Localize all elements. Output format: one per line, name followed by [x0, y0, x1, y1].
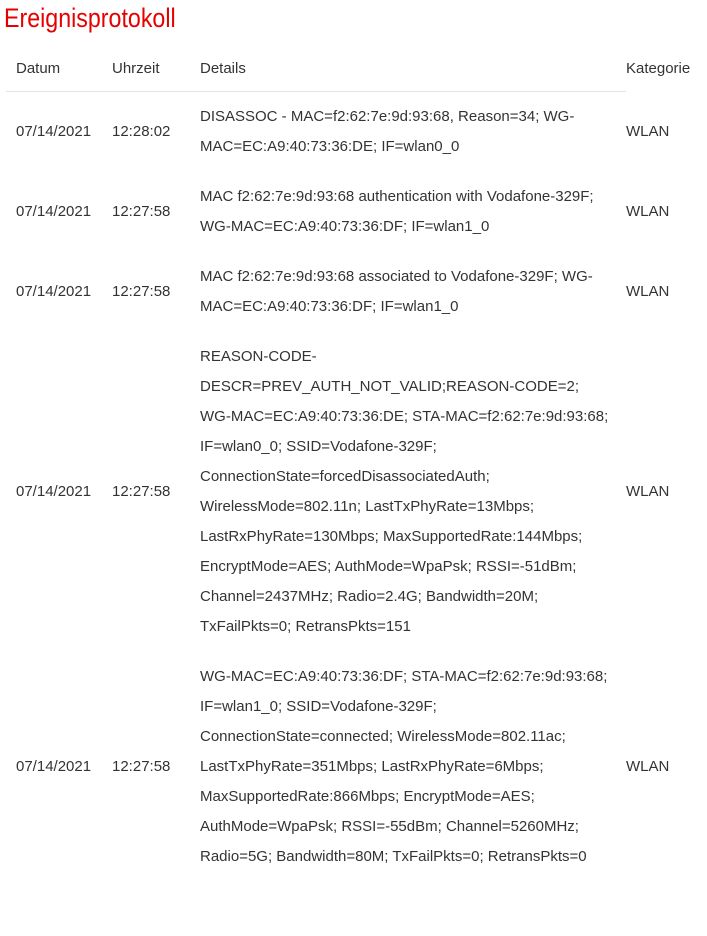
cell-date: 07/14/2021	[16, 283, 92, 300]
table-row	[6, 332, 696, 652]
cell-time: 12:27:58	[112, 203, 171, 220]
cell-date: 07/14/2021	[16, 123, 92, 140]
cell-time: 12:27:58	[112, 758, 171, 775]
cell-category: WLAN	[626, 483, 670, 500]
cell-details: WG-MAC=EC:A9:40:73:36:DF; STA-MAC=f2:62:7e:9d:93:68; IF=wlan1_0; SSID=Vodafone-329F; ConnectionState=connected; WirelessMode=802.11ac; LastTxPhyRate=351Mbps; LastRxPhyRate=6Mbps; MaxSupportedRate:866Mbps; EncryptMode=AES; AuthMode=WpaPsk; RSSI=-55dBm; Channel=5260MHz; Radio=5G; Bandwidth=80M; TxFailPkts=0; RetransPkts=0	[200, 668, 608, 865]
column-header-time[interactable]: Uhrzeit	[102, 50, 176, 92]
event-log-table	[6, 50, 696, 882]
cell-category: WLAN	[626, 283, 670, 300]
cell-details: DISASSOC - MAC=f2:62:7e:9d:93:68, Reason=34; WG-MAC=EC:A9:40:73:36:DE; IF=wlan0_0	[200, 108, 575, 155]
cell-category: WLAN	[626, 203, 670, 220]
table-row	[6, 92, 696, 173]
column-header-date[interactable]: Datum	[6, 50, 102, 92]
table-header-row	[6, 50, 696, 92]
table-row	[6, 252, 696, 332]
cell-date: 07/14/2021	[16, 758, 92, 775]
column-header-category[interactable]: Kategorie	[626, 59, 691, 77]
cell-time: 12:27:58	[112, 483, 171, 500]
cell-time: 12:27:58	[112, 283, 171, 300]
cell-time: 12:28:02	[112, 123, 171, 140]
cell-date: 07/14/2021	[16, 203, 92, 220]
cell-details: REASON-CODE-DESCR=PREV_AUTH_NOT_VALID;REASON-CODE=2; WG-MAC=EC:A9:40:73:36:DE; STA-MAC=f2:62:7e:9d:93:68; IF=wlan0_0; SSID=Vodafone-329F; ConnectionState=forcedDisassociatedAuth; WirelessMode=802.11n; LastTxPhyRate=13Mbps; LastRxPhyRate=130Mbps; MaxSupportedRate:144Mbps; EncryptMode=AES; AuthMode=WpaPsk; RSSI=-51dBm; Channel=2437MHz; Radio=2.4G; Bandwidth=20M; TxFailPkts=0; RetransPkts=151	[200, 348, 609, 635]
page-title: Ereignisprotokoll	[4, 3, 176, 33]
cell-category: WLAN	[626, 758, 670, 775]
cell-details: MAC f2:62:7e:9d:93:68 associated to Vodafone-329F; WG-MAC=EC:A9:40:73:36:DF; IF=wlan1_0	[200, 268, 593, 315]
column-header-details[interactable]: Details	[176, 50, 626, 92]
table-row	[6, 172, 696, 252]
cell-date: 07/14/2021	[16, 483, 92, 500]
cell-category: WLAN	[626, 122, 670, 140]
table-body	[6, 92, 696, 883]
table-row	[6, 652, 696, 882]
cell-details: MAC f2:62:7e:9d:93:68 authentication with Vodafone-329F; WG-MAC=EC:A9:40:73:36:DF; IF=wlan1_0	[200, 188, 594, 235]
